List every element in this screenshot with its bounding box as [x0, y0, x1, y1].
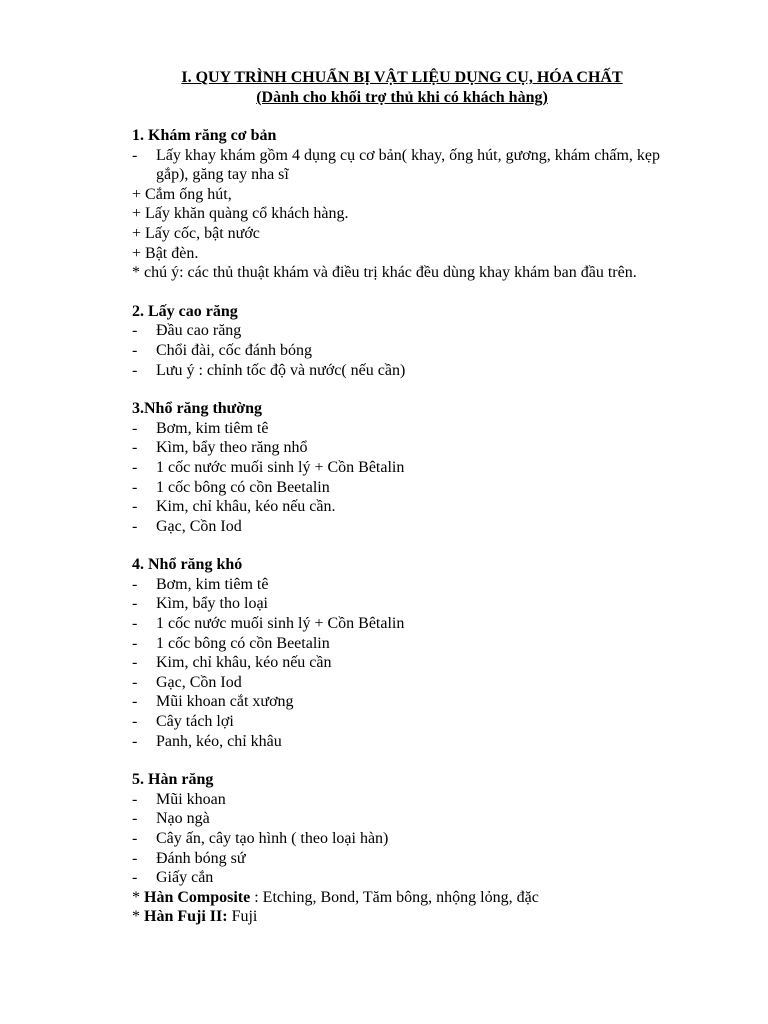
list-item-text: Cây ấn, cây tạo hình ( theo loại hàn): [156, 830, 389, 847]
list-item: - Cây tách lợi: [132, 713, 234, 731]
section-heading: 5. Hàn răng: [132, 771, 214, 789]
section-nho-rang-thuong: [132, 399, 672, 536]
list-item-text: Giấy cắn: [156, 869, 214, 887]
note-line: * chú ý: các thủ thuật khám và điều trị khác đều dùng khay khám ban đầu trên.: [132, 264, 637, 282]
list-item: - Kìm, bẩy tho loại: [132, 595, 268, 613]
note-text: : Etching, Bond, Tăm bông, nhộng lỏng, đặc: [250, 888, 539, 906]
list-item-text: Đầu cao răng: [156, 322, 242, 340]
list-item-text: 1 cốc nước muối sinh lý + Cồn Bêtalin: [156, 458, 405, 476]
note-bold-label: Hàn Fuji II:: [144, 908, 228, 926]
plain-line: + Bật đèn.: [132, 244, 199, 262]
list-item-text: Panh, kéo, chỉ khâu: [156, 732, 282, 750]
list-item-text: Lưu ý : chỉnh tốc độ và nước( nếu cần): [156, 361, 406, 379]
list-item: - Bơm, kim tiêm tê: [132, 419, 269, 437]
list-item: - Mũi khoan cắt xương: [132, 693, 294, 711]
plain-line: + Lấy khăn quàng cổ khách hàng.: [132, 205, 349, 223]
list-item-text: Nạo ngà: [156, 810, 210, 828]
list-item: - Kim, chỉ khâu, kéo nếu cần.: [132, 498, 336, 516]
list-item-text: Chổi đài, cốc đánh bóng: [156, 341, 312, 359]
list-item: - Bơm, kim tiêm tê: [132, 575, 269, 593]
plain-line: + Cắm ống hút,: [132, 185, 232, 203]
list-item: - 1 cốc nước muối sinh lý + Cồn Bêtalin: [132, 615, 405, 633]
section-heading: 1. Khám răng cơ bản: [132, 127, 277, 144]
list-item: - Kìm, bẩy theo răng nhổ: [132, 439, 308, 457]
list-item: - Panh, kéo, chỉ khâu: [132, 732, 282, 750]
section-han-rang: [132, 770, 672, 927]
document-subtitle: (Dành cho khối trợ thủ khi có khách hàng): [256, 89, 548, 106]
section-kham-rang: [132, 126, 672, 283]
list-item-text: 1 cốc nước muối sinh lý + Cồn Bêtalin: [156, 615, 405, 633]
list-item: - Chổi đài, cốc đánh bóng: [132, 341, 312, 359]
list-item: - Lưu ý : chỉnh tốc độ và nước( nếu cần): [132, 361, 406, 379]
list-item: - Đánh bóng sứ: [132, 849, 246, 867]
list-item-text: Gạc, Cồn Iod: [156, 673, 242, 691]
list-item: - Nạo ngà: [132, 810, 210, 828]
note-line-fuji: [132, 907, 672, 927]
list-item: - Giấy cắn: [132, 869, 214, 887]
note-prefix: *: [132, 888, 144, 906]
list-item-text: Mũi khoan: [156, 790, 226, 808]
document-page: [132, 68, 672, 927]
list-item: - 1 cốc bông có cồn Beetalin: [132, 634, 330, 652]
list-item-text: Gạc, Cồn Iod: [156, 517, 242, 535]
list-item: - Gạc, Cồn Iod: [132, 673, 242, 691]
list-item-text: Bơm, kim tiêm tê: [156, 419, 269, 437]
note-prefix: *: [132, 908, 144, 926]
section-heading: 3.Nhổ răng thường: [132, 400, 263, 418]
list-item: - Mũi khoan: [132, 790, 226, 808]
list-item: - Lấy khay khám gồm 4 dụng cụ cơ bản( khay, ống hút, gương, khám chấm, kẹp gắp), găng tay nha sĩ: [132, 146, 660, 184]
note-text: Fuji: [227, 908, 258, 926]
note-bold-label: Hàn Composite: [144, 888, 251, 906]
list-item-text: 1 cốc bông có cồn Beetalin: [156, 478, 330, 496]
list-item-text: Cây tách lợi: [156, 713, 234, 731]
list-item: - Kim, chỉ khâu, kéo nếu cần: [132, 654, 332, 672]
list-item: - 1 cốc nước muối sinh lý + Cồn Bêtalin: [132, 458, 405, 476]
list-item-text: Mũi khoan cắt xương: [156, 693, 294, 711]
list-item-text: Kim, chỉ khâu, kéo nếu cần.: [156, 498, 336, 516]
list-item-text: Kim, chỉ khâu, kéo nếu cần: [156, 654, 332, 672]
list-item: - Gạc, Cồn Iod: [132, 517, 242, 535]
list-item-text: 1 cốc bông có cồn Beetalin: [156, 634, 330, 652]
plain-line: + Lấy cốc, bật nước: [132, 224, 260, 242]
list-item-text: Kìm, bẩy tho loại: [156, 595, 268, 613]
list-item: - Cây ấn, cây tạo hình ( theo loại hàn): [132, 830, 389, 847]
list-item-text: Đánh bóng sứ: [156, 849, 246, 867]
list-item-text: Bơm, kim tiêm tê: [156, 575, 269, 593]
note-line-composite: [132, 888, 672, 908]
section-lay-cao-rang: [132, 302, 672, 380]
section-nho-rang-kho: [132, 555, 672, 751]
section-heading: 2. Lấy cao răng: [132, 302, 238, 320]
list-item: - Đầu cao răng: [132, 322, 242, 340]
section-heading: 4. Nhổ răng khó: [132, 556, 243, 574]
list-item-text: Kìm, bẩy theo răng nhổ: [156, 439, 308, 457]
list-item: - 1 cốc bông có cồn Beetalin: [132, 478, 330, 496]
document-title: I. QUY TRÌNH CHUẨN BỊ VẬT LIỆU DỤNG CỤ, HÓA CHẤT: [181, 69, 623, 86]
list-item-text: Lấy khay khám gồm 4 dụng cụ cơ bản( khay, ống hút, gương, khám chấm, kẹp gắp), găng tay nha sĩ: [156, 146, 660, 184]
